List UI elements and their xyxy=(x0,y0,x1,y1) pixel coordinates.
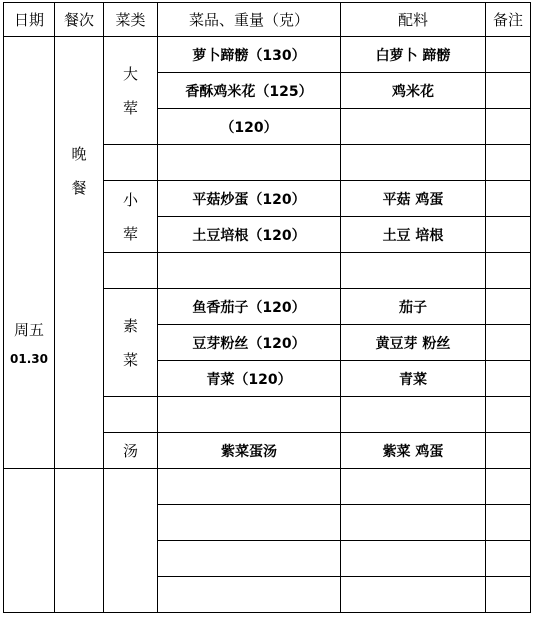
ingredients-cell xyxy=(341,469,486,505)
dish-cell: 豆芽粉丝（120） xyxy=(158,325,341,361)
ingredients-cell: 鸡米花 xyxy=(341,73,486,109)
ingredients-cell xyxy=(341,253,486,289)
dish-cell xyxy=(158,469,341,505)
blank-cell xyxy=(104,469,158,613)
table-row xyxy=(4,469,531,505)
dish-cell: 土豆培根（120） xyxy=(158,217,341,253)
dish-cell xyxy=(158,577,341,613)
meal-label: 晚餐 xyxy=(71,145,87,197)
notes-cell xyxy=(486,73,531,109)
date-label: 01.30 xyxy=(10,352,48,366)
header-date: 日期 xyxy=(4,3,55,37)
ingredients-cell: 紫菜 鸡蛋 xyxy=(341,433,486,469)
notes-cell xyxy=(486,217,531,253)
header-dish: 菜品、重量（克） xyxy=(158,3,341,37)
notes-cell xyxy=(486,289,531,325)
dish-cell: 香酥鸡米花（125） xyxy=(158,73,341,109)
category-cell xyxy=(104,145,158,181)
dish-cell xyxy=(158,541,341,577)
meal-cell xyxy=(55,37,104,469)
ingredients-cell xyxy=(341,397,486,433)
date-cell xyxy=(4,37,55,469)
notes-cell xyxy=(486,253,531,289)
notes-cell xyxy=(486,469,531,505)
dish-cell: 萝卜蹄髈（130） xyxy=(158,37,341,73)
dish-cell: 平菇炒蛋（120） xyxy=(158,181,341,217)
notes-cell xyxy=(486,181,531,217)
ingredients-cell xyxy=(341,541,486,577)
category-label: 大荤 xyxy=(122,64,138,117)
dish-cell xyxy=(158,505,341,541)
category-small-meat xyxy=(104,181,158,253)
ingredients-cell: 平菇 鸡蛋 xyxy=(341,181,486,217)
header-notes: 备注 xyxy=(486,3,531,37)
dish-cell: 紫菜蛋汤 xyxy=(158,433,341,469)
notes-cell xyxy=(486,541,531,577)
ingredients-cell: 青菜 xyxy=(341,361,486,397)
ingredients-cell xyxy=(341,505,486,541)
header-row xyxy=(4,3,531,37)
ingredients-cell: 黄豆芽 粉丝 xyxy=(341,325,486,361)
header-ingredients: 配料 xyxy=(341,3,486,37)
category-label: 汤 xyxy=(122,441,138,460)
header-meal: 餐次 xyxy=(55,3,104,37)
category-cell xyxy=(104,397,158,433)
ingredients-cell: 土豆 培根 xyxy=(341,217,486,253)
notes-cell xyxy=(486,37,531,73)
category-large-meat xyxy=(104,37,158,145)
dish-cell: （120） xyxy=(158,109,341,145)
category-soup xyxy=(104,433,158,469)
weekday-label: 周五 xyxy=(13,321,44,339)
notes-cell xyxy=(486,361,531,397)
category-label: 小荤 xyxy=(122,190,138,243)
notes-cell xyxy=(486,577,531,613)
notes-cell xyxy=(486,145,531,181)
blank-cell xyxy=(4,469,55,613)
table-row xyxy=(4,37,531,73)
dish-cell xyxy=(158,145,341,181)
ingredients-cell xyxy=(341,577,486,613)
notes-cell xyxy=(486,505,531,541)
header-category: 菜类 xyxy=(104,3,158,37)
notes-cell xyxy=(486,109,531,145)
dish-cell: 鱼香茄子（120） xyxy=(158,289,341,325)
ingredients-cell: 白萝卜 蹄髈 xyxy=(341,37,486,73)
menu-table xyxy=(3,2,531,613)
ingredients-cell xyxy=(341,145,486,181)
notes-cell xyxy=(486,325,531,361)
blank-cell xyxy=(55,469,104,613)
dish-cell xyxy=(158,397,341,433)
category-label: 素菜 xyxy=(122,316,138,369)
dish-cell xyxy=(158,253,341,289)
category-cell xyxy=(104,253,158,289)
dish-cell: 青菜（120） xyxy=(158,361,341,397)
notes-cell xyxy=(486,397,531,433)
category-vegetable xyxy=(104,289,158,397)
ingredients-cell: 茄子 xyxy=(341,289,486,325)
notes-cell xyxy=(486,433,531,469)
ingredients-cell xyxy=(341,109,486,145)
